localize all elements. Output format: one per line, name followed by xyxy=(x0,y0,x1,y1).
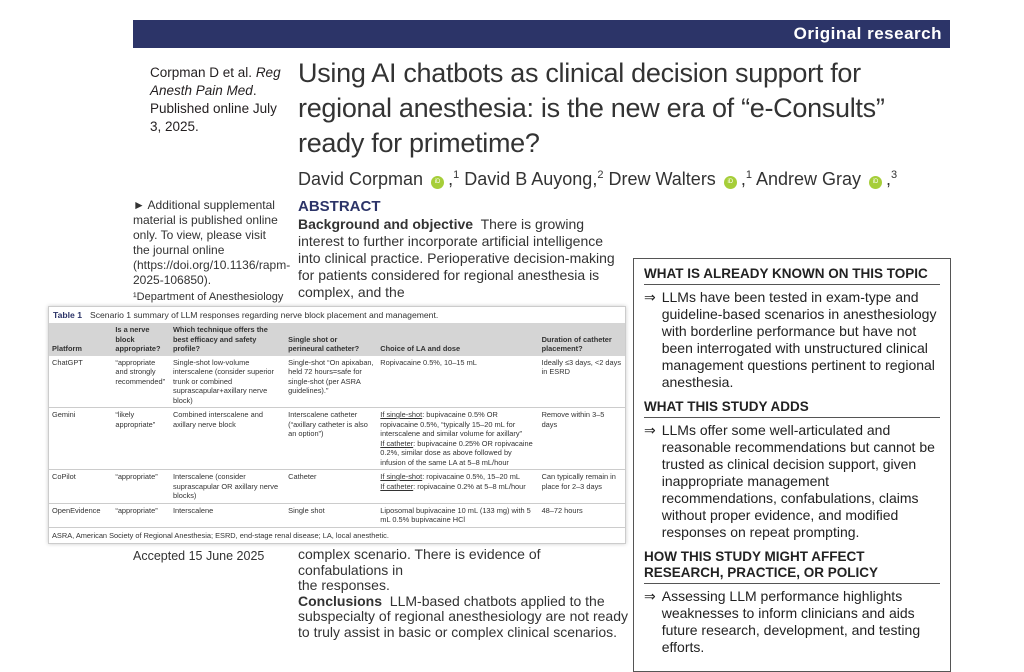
key-message-heading: WHAT THIS STUDY ADDS xyxy=(644,399,940,418)
column-header: Single shot or perineural catheter? xyxy=(285,323,377,356)
author-affiliation: 1 xyxy=(745,169,752,181)
supplemental-note: ► Additional supplemental material is published online only. To view, please visit the journal online (https://doi.org/10.1136/rapm-2025-106850). xyxy=(133,198,291,287)
table-cell: OpenEvidence xyxy=(49,503,112,527)
partial-line: complex scenario. There is evidence of confabulations in xyxy=(298,546,541,578)
key-message-heading: HOW THIS STUDY MIGHT AFFECT RESEARCH, PRACTICE, OR POLICY xyxy=(644,549,940,584)
cell-text: : bupivacaine 0.25% OR ropivacaine 0.2%, similar dose as above followed by infusion of the same LA at 5–8 mL/hour xyxy=(380,438,533,467)
key-messages-box xyxy=(633,258,951,672)
key-message-heading: WHAT IS ALREADY KNOWN ON THIS TOPIC xyxy=(644,266,940,285)
accepted-date: Accepted 15 June 2025 xyxy=(133,549,265,563)
column-header: Choice of LA and dose xyxy=(377,323,538,356)
table-cell: Gemini xyxy=(49,408,112,470)
abstract-heading: ABSTRACT xyxy=(298,198,381,215)
table-cell: “appropriate” xyxy=(112,470,170,504)
author-list: David Corpman iD ,$^1$ David B Auyong,$^2$ Drew Walters iD ,$^1$ Andrew Gray iD ,$^3$ xyxy=(298,169,898,189)
key-message-text: Assessing LLM performance highlights weaknesses to inform clinicians and aids future research, development, and testing efforts. xyxy=(661,588,921,655)
affiliation: ¹Department of Anesthesiology xyxy=(133,291,284,303)
table-1 xyxy=(48,306,626,544)
condition-label: If catheter xyxy=(380,481,414,491)
abstract-continued xyxy=(298,547,628,640)
background-text: There is growing interest to further incorporate artificial intelligence into clinical practice. Perioperative decision-making for patients considered for regional anesthesia is complex, and the xyxy=(298,216,615,300)
table-cell: Ropivacaine 0.5%, 10–15 mL xyxy=(377,356,538,408)
table-cell: Single shot xyxy=(285,503,377,527)
table-row xyxy=(49,356,625,408)
key-message-item xyxy=(644,289,940,391)
table-cell: Liposomal bupivacaine 10 mL (133 mg) with 5 mL 0.5% bupivacaine HCl xyxy=(377,503,538,527)
table-cell: Single-shot low-volume interscalene (consider superior trunk or combined suprascapular+axillary nerve block) xyxy=(170,356,285,408)
article-title: Using AI chatbots as clinical decision support for regional anesthesia: is the new era of “e-Consults” ready for primetime? xyxy=(298,58,885,158)
table-cell: Ideally ≤3 days, <2 days in ESRD xyxy=(539,356,625,408)
table-cell: Interscalene xyxy=(170,503,285,527)
table-cell: “appropriate and strongly recommended” xyxy=(112,356,170,408)
table-cell: Interscalene catheter (“axillary catheter is also an option”) xyxy=(285,408,377,470)
conclusions-label: Conclusions xyxy=(298,592,383,609)
table-cell: CoPilot xyxy=(49,470,112,504)
table-cell: ChatGPT xyxy=(49,356,112,408)
abstract xyxy=(298,198,628,301)
table-cell: 48–72 hours xyxy=(539,503,625,527)
table-cell xyxy=(377,470,538,504)
table-cell: “likely appropriate” xyxy=(112,408,170,470)
column-header: Platform xyxy=(49,323,112,356)
author-name: David Corpman xyxy=(298,169,424,189)
author-affiliation: 3 xyxy=(891,169,898,181)
condition-label: If single-shot xyxy=(380,410,423,419)
arrow-icon: ⇒ xyxy=(644,289,656,305)
table-cell: Interscalene (consider suprascapular OR axillary nerve blocks) xyxy=(170,470,285,504)
orcid-icon[interactable]: iD xyxy=(869,176,882,189)
table-row xyxy=(49,470,625,504)
author-affiliation: 2 xyxy=(597,169,604,181)
orcid-icon[interactable]: iD xyxy=(431,176,444,189)
table-cell: Can typically remain in place for 2–3 days xyxy=(539,470,625,504)
table-caption xyxy=(49,307,625,323)
table-grid xyxy=(49,323,625,528)
arrow-icon: ⇒ xyxy=(644,422,656,438)
cell-text: : ropivacaine 0.2% at 5–8 mL/hour xyxy=(413,481,526,491)
results-end: the responses. xyxy=(298,577,390,593)
column-header: Is a nerve block appropriate? xyxy=(112,323,170,356)
cell-text: : bupivacaine 0.5% OR ropivacaine 0.5%, “typically 15–20 mL for interscalene and similar volume for axillary” xyxy=(380,410,523,438)
table-row xyxy=(49,503,625,527)
author-name: Drew Walters xyxy=(608,169,716,189)
table-cell: Combined interscalene and axillary nerve block xyxy=(170,408,285,470)
orcid-icon[interactable]: iD xyxy=(724,176,737,189)
background-label: Background and objective xyxy=(298,216,474,232)
table-cell: Remove within 3–5 days xyxy=(539,408,625,470)
citation-authors: Corpman D et al. xyxy=(150,65,253,80)
section-label: Original research xyxy=(793,24,942,43)
condition-label: If single-shot xyxy=(380,472,423,481)
citation-journal: Reg Anesth Pain Med xyxy=(150,65,281,98)
table-cell xyxy=(377,408,538,470)
key-message-text: LLMs offer some well-articulated and reasonable recommendations but cannot be trusted as clinical decision support, given inappropriate management recommendations, confabulations, claims without proper evidence, and modified responses on repeat prompting. xyxy=(661,422,935,540)
author-name: David B Auyong xyxy=(464,169,593,189)
table-cell: Single-shot “On apixaban, held 72 hours=safe for single-shot (per ASRA guidelines).” xyxy=(285,356,377,408)
citation-published: . Published online July 3, 2025. xyxy=(150,83,277,134)
table-label: Table 1 xyxy=(53,310,82,320)
cell-text: : ropivacaine 0.5%, 15–20 mL xyxy=(422,472,520,481)
key-message-text: LLMs have been tested in exam-type and guideline-based scenarios in anesthesiology with borderline performance but have not been interrogated with unstructured clinical management questions pertinent to regional anesthesia. xyxy=(661,289,937,390)
key-message-item xyxy=(644,422,940,541)
author-name: Andrew Gray xyxy=(755,169,862,189)
key-message-item xyxy=(644,588,940,656)
table-footnote: ASRA, American Society of Regional Anesthesia; ESRD, end-stage renal disease; LA, local anesthetic. xyxy=(52,530,389,540)
conclusions-text: LLM-based chatbots applied to the subspecialty of regional anesthesiology are not ready to truly assist in basic or complex clinical scenarios. xyxy=(298,592,628,640)
arrow-icon: ⇒ xyxy=(644,588,656,604)
citation xyxy=(150,64,290,136)
table-caption-text: Scenario 1 summary of LLM responses regarding nerve block placement and management. xyxy=(89,310,439,320)
author-affiliation: 1 xyxy=(453,169,460,181)
table-cell: “appropriate” xyxy=(112,503,170,527)
condition-label: If catheter xyxy=(380,438,414,448)
column-header: Duration of catheter placement? xyxy=(539,323,625,356)
table-row xyxy=(49,408,625,470)
table-cell: Catheter xyxy=(285,470,377,504)
section-header-bar xyxy=(133,20,950,48)
column-header: Which technique offers the best efficacy and safety profile? xyxy=(170,323,285,356)
